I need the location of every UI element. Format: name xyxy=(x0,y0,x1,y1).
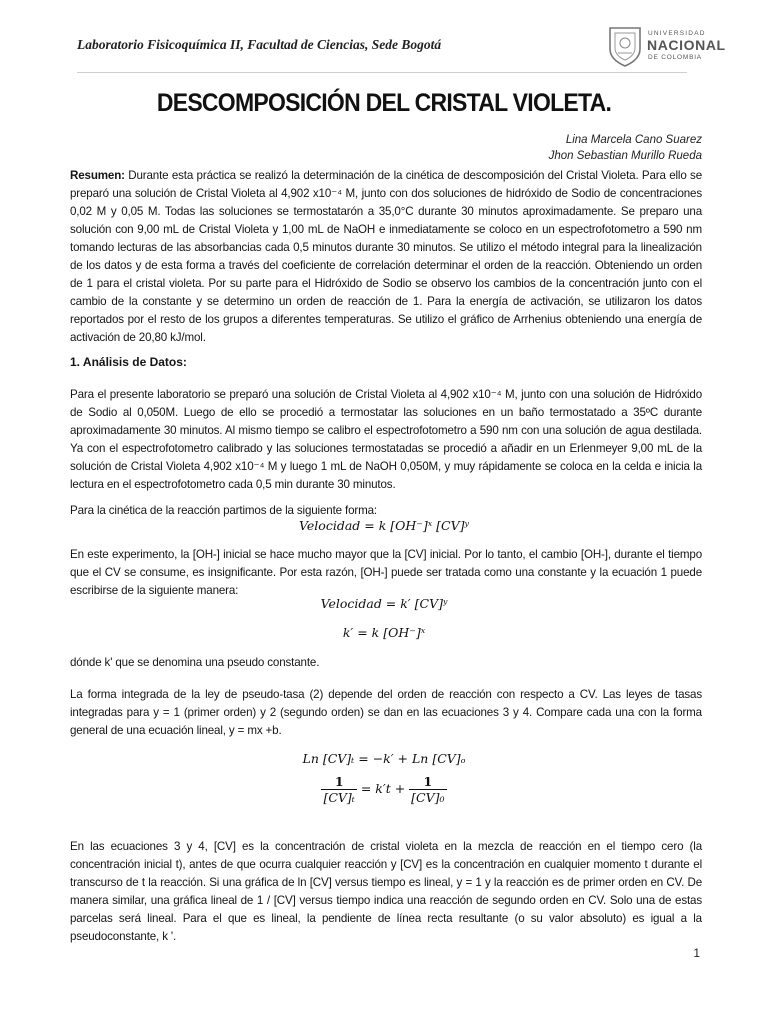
header-divider xyxy=(77,72,687,73)
equation-2: Velocidad = k′ [CV]ʸ xyxy=(320,596,448,611)
author-name: Lina Marcela Cano Suarez xyxy=(565,134,702,146)
section-heading: 1. Análisis de Datos: xyxy=(70,355,187,369)
body-paragraph-3: En este experimento, la [OH-] inicial se hace mucho mayor que la [CV] inicial. Por lo tanto, el cambio [OH-], durante el tiempo que el CV se consume, es insignificante. Por esta razón, [OH-] puede ser tratada como una constante y la ecuación 1 puede escribirse de la siguiente manera: xyxy=(70,548,702,597)
fraction-numerator: 1 xyxy=(321,774,356,790)
body-paragraph-1: Para el presente laboratorio se preparó una solución de Cristal Violeta al 4,902 x10⁻⁴ M, junto con una solución de Hidróxido de Sodio al 0,050M. Luego de ello se procedió a termostatar las soluciones en un baño termostatado a 35ºC durante aproximadamente 30 minutos. Al mismo tiempo se calibro el espectrofotometro a 590 nm con una solución de agua destilada. Ya con el espectrofotometro calibrado y las soluciones termostatadas se procedió a añadir en un Erlenmeyer 9,00 mL de la solución de Cristal Violeta 4,902 x10⁻⁴ M y luego 1 mL de NaOH 0,050M, y muy rápidamente se coloca en la celda e inicia la lectura en el espectrofotometro cada 0,5 min durante 30 minutos. xyxy=(70,388,702,491)
equation-4: Ln [CV]ₜ = −k′ + Ln [CV]ₒ xyxy=(302,751,466,766)
fraction-right xyxy=(409,774,446,805)
abstract-label: Resumen: xyxy=(70,169,125,182)
university-logo xyxy=(606,25,726,69)
logo-line-3: DE COLOMBIA xyxy=(648,54,702,61)
body-paragraph-6: En las ecuaciones 3 y 4, [CV] es la concentración de cristal violeta en la mezcla de reacción en el tiempo cero (la concentración inicial t), antes de que ocurra cualquier reacción y [CV] es la concentración en cualquier momento t durante el transcurso de t la reacción. Si una gráfica de ln [CV] versus tiempo es lineal, y = 1 y la reacción es de primer orden en CV. De manera similar, una gráfica lineal de 1 / [CV] versus tiempo indica una reacción de segundo orden en CV. Solo una de estas parcelas será lineal. Para el que es lineal, la pendiente de línea recta resultante (o su valor absoluto) es igual a la pseudoconstante, k '. xyxy=(70,840,702,943)
fraction-denominator: [CV]₀ xyxy=(411,790,445,805)
abstract-paragraph xyxy=(70,167,702,347)
equation-5 xyxy=(0,774,768,805)
abstract-text: Durante esta práctica se realizó la determinación de la cinética de descomposición del Cristal Violeta. Para ello se preparó una solución de Cristal Violeta al 4,902 x10⁻⁴ M, junto con dos soluciones de hidróxido de Sodio de concentraciones 0,02 M y 0,05 M. Todas las soluciones se termostatarón a 35,0°C durante 30 minutos aproximadamente. Se preparo una solución con 9,00 mL de Cristal Violeta y 1,00 mL de NaOH e inmediatamente se coloco en un espectrofotometro a 590 nm tomando lecturas de las absorbancias cada 0,5 minutos durante 30 minutos. Se utilizo el método integral para la linealización de los datos y de esta forma a través del coeficiente de correlación determinar el orden de la reacción. Obteniendo un orden de 1 para el cristal violeta. Por su parte para el Hidróxido de Sodio se observo los cambios de la concentración junto con el cambio de la constante y se determino un orden de reacción de 1. Para la energía de activación, se utilizaron los datos reportados por el resto de los grupos a diferentes temperaturas. Se utilizo el gráfico de Arrhenius obteniendo una energía de activación de 20,80 kJ/mol. xyxy=(70,169,702,344)
body-paragraph-2: Para la cinética de la reacción partimos de la siguiente forma: xyxy=(70,504,377,517)
body-paragraph-5: La forma integrada de la ley de pseudo-tasa (2) depende del orden de reacción con respecto a CV. Las leyes de tasas integradas para y = 1 (primer orden) y 2 (segundo orden) se dan en las ecuaciones 3 y 4. Compare cada una con la forma general de una ecuación lineal, y = mx +b. xyxy=(70,688,702,737)
equation-middle: = k′t + xyxy=(356,781,410,796)
logo-line-2: NACIONAL xyxy=(647,37,726,53)
logo-line-1: UNIVERSIDAD xyxy=(648,30,706,37)
body-paragraph-4: dónde k' que se denomina una pseudo constante. xyxy=(70,656,320,669)
equation-1: Velocidad = k [OH⁻]ˣ [CV]ʸ xyxy=(299,518,469,533)
university-seal-icon xyxy=(606,25,644,67)
author-name: Jhon Sebastian Murillo Rueda xyxy=(548,150,702,162)
document-title: DESCOMPOSICIÓN DEL CRISTAL VIOLETA. xyxy=(156,89,612,117)
page-number: 1 xyxy=(693,946,700,960)
running-header: Laboratorio Fisicoquímica II, Facultad de Ciencias, Sede Bogotá xyxy=(77,37,442,52)
fraction-left xyxy=(321,774,356,805)
fraction-numerator: 1 xyxy=(409,774,446,790)
fraction-denominator: [CV]ₜ xyxy=(323,790,355,805)
equation-3: k′ = k [OH⁻]ˣ xyxy=(342,625,426,640)
author-list xyxy=(549,132,702,164)
